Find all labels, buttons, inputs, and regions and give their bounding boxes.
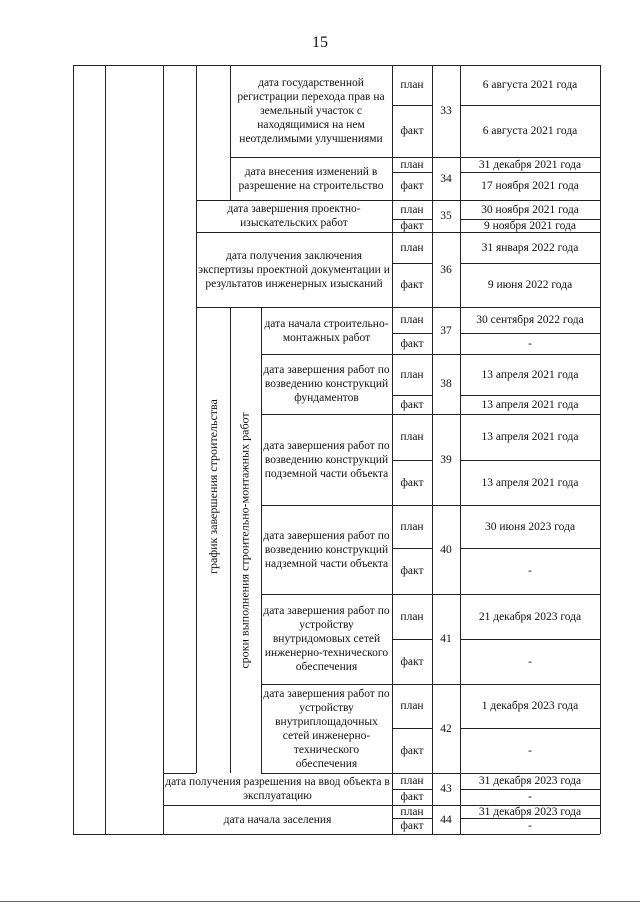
fact-date: - bbox=[528, 744, 532, 757]
milestone-name: дата внесения изменений в разрешение на строительство bbox=[238, 165, 384, 192]
plan-date: 31 января 2022 года bbox=[481, 241, 579, 254]
fact-label: факт bbox=[400, 279, 424, 291]
fact-label: факт bbox=[400, 219, 424, 232]
plan-date: 13 апреля 2021 года bbox=[481, 368, 579, 381]
fact-label: факт bbox=[400, 337, 424, 350]
plan-date: 30 июня 2023 года bbox=[484, 520, 576, 533]
plan-date: 21 декабря 2023 года bbox=[478, 610, 582, 623]
milestone-name: дата получения разрешения на ввод объекта в эксплуатацию bbox=[165, 776, 390, 802]
fact-label: факт bbox=[400, 180, 424, 192]
fact-date: - bbox=[528, 337, 532, 350]
plan-date: 31 декабря 2021 года bbox=[478, 158, 582, 171]
milestone-name: дата завершения работ по устройству внутриплощадочных сетей инженерно-технического обеспечения bbox=[263, 687, 390, 770]
fact-label: факт bbox=[400, 398, 424, 411]
row-rule bbox=[163, 834, 600, 835]
group-label-completion-schedule: график завершения строительства bbox=[205, 399, 220, 574]
plan-label: план bbox=[400, 241, 424, 254]
plan-label: план bbox=[400, 520, 424, 533]
plan-label: план bbox=[400, 775, 424, 787]
row-number: 40 bbox=[440, 543, 452, 556]
fact-label: факт bbox=[400, 655, 424, 668]
column-rule bbox=[163, 65, 164, 834]
fact-date: - bbox=[528, 820, 532, 832]
fact-date: 9 ноября 2021 года bbox=[483, 219, 577, 232]
column-rule bbox=[600, 65, 601, 834]
row-number: 36 bbox=[440, 263, 452, 276]
milestone-name: дата завершения работ по возведению конструкций подземной части объекта bbox=[263, 439, 390, 480]
milestone-name: дата завершения проектно-изыскательских работ bbox=[227, 203, 361, 229]
milestone-name: дата завершения работ по возведению конструкций фундаментов bbox=[263, 364, 390, 404]
row-number: 34 bbox=[440, 172, 452, 185]
group-label-construction-terms: сроки выполнения строительно-монтажных работ bbox=[238, 411, 253, 669]
plan-label: план bbox=[400, 805, 424, 818]
plan-label: план bbox=[400, 158, 424, 171]
fact-date: 9 июня 2022 года bbox=[487, 279, 573, 291]
milestone-name: дата завершения работ по устройству внутридомовых сетей инженерно-технического обеспечения bbox=[263, 605, 390, 673]
plan-label: план bbox=[400, 79, 424, 91]
milestone-name: дата завершения работ по возведению конструкций надземной части объекта bbox=[263, 529, 390, 570]
plan-date: 6 августа 2021 года bbox=[482, 79, 578, 91]
plan-label: план bbox=[400, 368, 424, 381]
fact-date: 13 апреля 2021 года bbox=[481, 398, 579, 411]
plan-date: 31 декабря 2023 года bbox=[478, 775, 582, 787]
fact-label: факт bbox=[400, 820, 424, 832]
fact-label: факт bbox=[400, 744, 424, 757]
plan-date: 31 декабря 2023 года bbox=[478, 805, 582, 818]
fact-date: - bbox=[528, 791, 532, 803]
fact-label: факт bbox=[400, 125, 424, 137]
row-number: 43 bbox=[440, 783, 452, 795]
plan-label: план bbox=[400, 610, 424, 623]
row-number: 41 bbox=[440, 633, 452, 645]
fact-date: 6 августа 2021 года bbox=[482, 125, 578, 137]
plan-date: 30 ноября 2021 года bbox=[481, 203, 579, 216]
row-number: 39 bbox=[440, 453, 452, 466]
row-number: 38 bbox=[440, 378, 452, 390]
milestone-name: дата начала заселения bbox=[223, 813, 332, 826]
row-number: 35 bbox=[440, 210, 452, 222]
plan-date: 1 декабря 2023 года bbox=[481, 700, 579, 712]
plan-date: 13 апреля 2021 года bbox=[481, 431, 579, 443]
column-rule bbox=[73, 65, 74, 834]
milestone-name: дата государственной регистрации перехода прав на земельный участок с находящимися на нем неотделимыми улучшениями bbox=[237, 77, 385, 145]
fact-label: факт bbox=[400, 565, 424, 577]
milestone-name: дата начала строительно-монтажных работ bbox=[264, 317, 389, 344]
fact-date: 17 ноября 2021 года bbox=[481, 180, 579, 192]
row-number: 33 bbox=[440, 105, 452, 117]
group-label-construction-terms-cell bbox=[230, 307, 261, 773]
fact-date: 13 апреля 2021 года bbox=[481, 476, 579, 489]
fact-date: - bbox=[528, 655, 532, 668]
milestone-name: дата получения заключения экспертизы проектной документации и результатов инженерных изысканий bbox=[198, 249, 390, 290]
fact-date: - bbox=[528, 565, 532, 577]
row-number: 42 bbox=[440, 722, 452, 735]
footer-divider bbox=[0, 901, 640, 902]
plan-label: план bbox=[400, 203, 424, 216]
page-number: 15 bbox=[312, 34, 328, 51]
plan-label: план bbox=[400, 700, 424, 712]
column-rule bbox=[105, 65, 106, 834]
fact-label: факт bbox=[400, 476, 424, 489]
plan-label: план bbox=[400, 314, 424, 326]
row-number: 44 bbox=[440, 813, 452, 826]
plan-label: план bbox=[400, 431, 424, 443]
plan-date: 30 сентября 2022 года bbox=[476, 314, 584, 326]
fact-label: факт bbox=[400, 791, 424, 803]
row-number: 37 bbox=[440, 324, 452, 337]
